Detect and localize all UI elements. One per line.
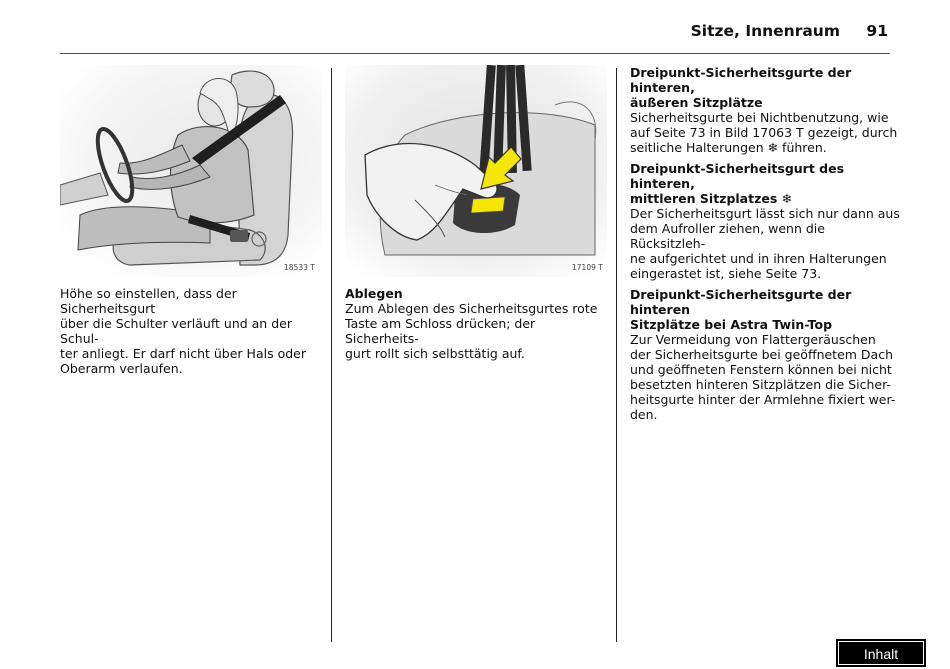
- column-divider-right: [616, 68, 617, 642]
- text-line: den.: [630, 407, 658, 422]
- text-line: Oberarm verlaufen.: [60, 361, 183, 376]
- text-line: über die Schulter verläuft und an der Schul-: [60, 316, 292, 346]
- right-column-text: [630, 65, 900, 428]
- text-line: gurt rollt sich selbsttätig auf.: [345, 346, 525, 361]
- figure-driver-seatbelt: [60, 65, 322, 277]
- text-line: eingerastet ist, siehe Seite 73.: [630, 266, 822, 281]
- text-line: heitsgurte hinter der Armlehne fixiert wer-: [630, 392, 896, 407]
- text-line: ne aufgerichtet und in ihren Halterungen: [630, 251, 887, 266]
- page-section-title: Sitze, Innenraum: [690, 22, 840, 40]
- section-heading: äußeren Sitzplätze: [630, 95, 763, 110]
- left-column-text: [60, 286, 322, 376]
- text-line: Taste am Schloss drücken; der Sicherheits-: [345, 316, 536, 346]
- buckle-release-illustration: [345, 65, 607, 277]
- section-twin-top-rear-seats: [630, 287, 900, 422]
- text-line: Sicherheitsgurte bei Nichtbenutzung, wie: [630, 110, 889, 125]
- text-line: Zur Vermeidung von Flattergeräuschen: [630, 332, 876, 347]
- text-line: und geöffneten Fenstern können bei nicht: [630, 362, 892, 377]
- column-divider-left: [331, 68, 332, 642]
- text-line: Höhe so einstellen, dass der Sicherheitsgurt: [60, 286, 237, 316]
- section-heading-ablegen: Ablegen: [345, 286, 403, 301]
- text-line: der Sicherheitsgurte bei geöffnetem Dach: [630, 347, 894, 362]
- section-heading: Dreipunkt-Sicherheitsgurte der hinteren: [630, 287, 852, 317]
- section-heading: Dreipunkt-Sicherheitsgurt des hinteren,: [630, 161, 845, 191]
- page-number: 91: [866, 22, 888, 40]
- section-rear-middle-seat: [630, 161, 900, 281]
- figure-id-middle: 17109 T: [572, 263, 603, 272]
- text-line: ter anliegt. Er darf nicht über Hals oder: [60, 346, 306, 361]
- text-line: Zum Ablegen des Sicherheitsgurtes rote: [345, 301, 598, 316]
- section-heading: mittleren Sitzplatzes ❄: [630, 191, 793, 206]
- figure-buckle-release: [345, 65, 607, 277]
- header-rule: [60, 53, 890, 54]
- section-heading: Sitzplätze bei Astra Twin-Top: [630, 317, 833, 332]
- text-line: Der Sicherheitsgurt lässt sich nur dann aus: [630, 206, 900, 221]
- text-line: besetzten hinteren Sitzplätzen die Sicher-: [630, 377, 891, 392]
- middle-column-text: [345, 286, 607, 361]
- text-line: dem Aufroller ziehen, wenn die Rücksitzleh-: [630, 221, 825, 251]
- figure-id-left: 18533 T: [284, 263, 315, 272]
- section-heading: Dreipunkt-Sicherheitsgurte der hinteren,: [630, 65, 852, 95]
- text-line: seitliche Halterungen ❄ führen.: [630, 140, 827, 155]
- section-rear-outer-seats: [630, 65, 900, 155]
- driver-seatbelt-illustration: [60, 65, 322, 277]
- text-line: auf Seite 73 in Bild 17063 T gezeigt, durch: [630, 125, 898, 140]
- contents-button[interactable]: Inhalt: [836, 639, 926, 667]
